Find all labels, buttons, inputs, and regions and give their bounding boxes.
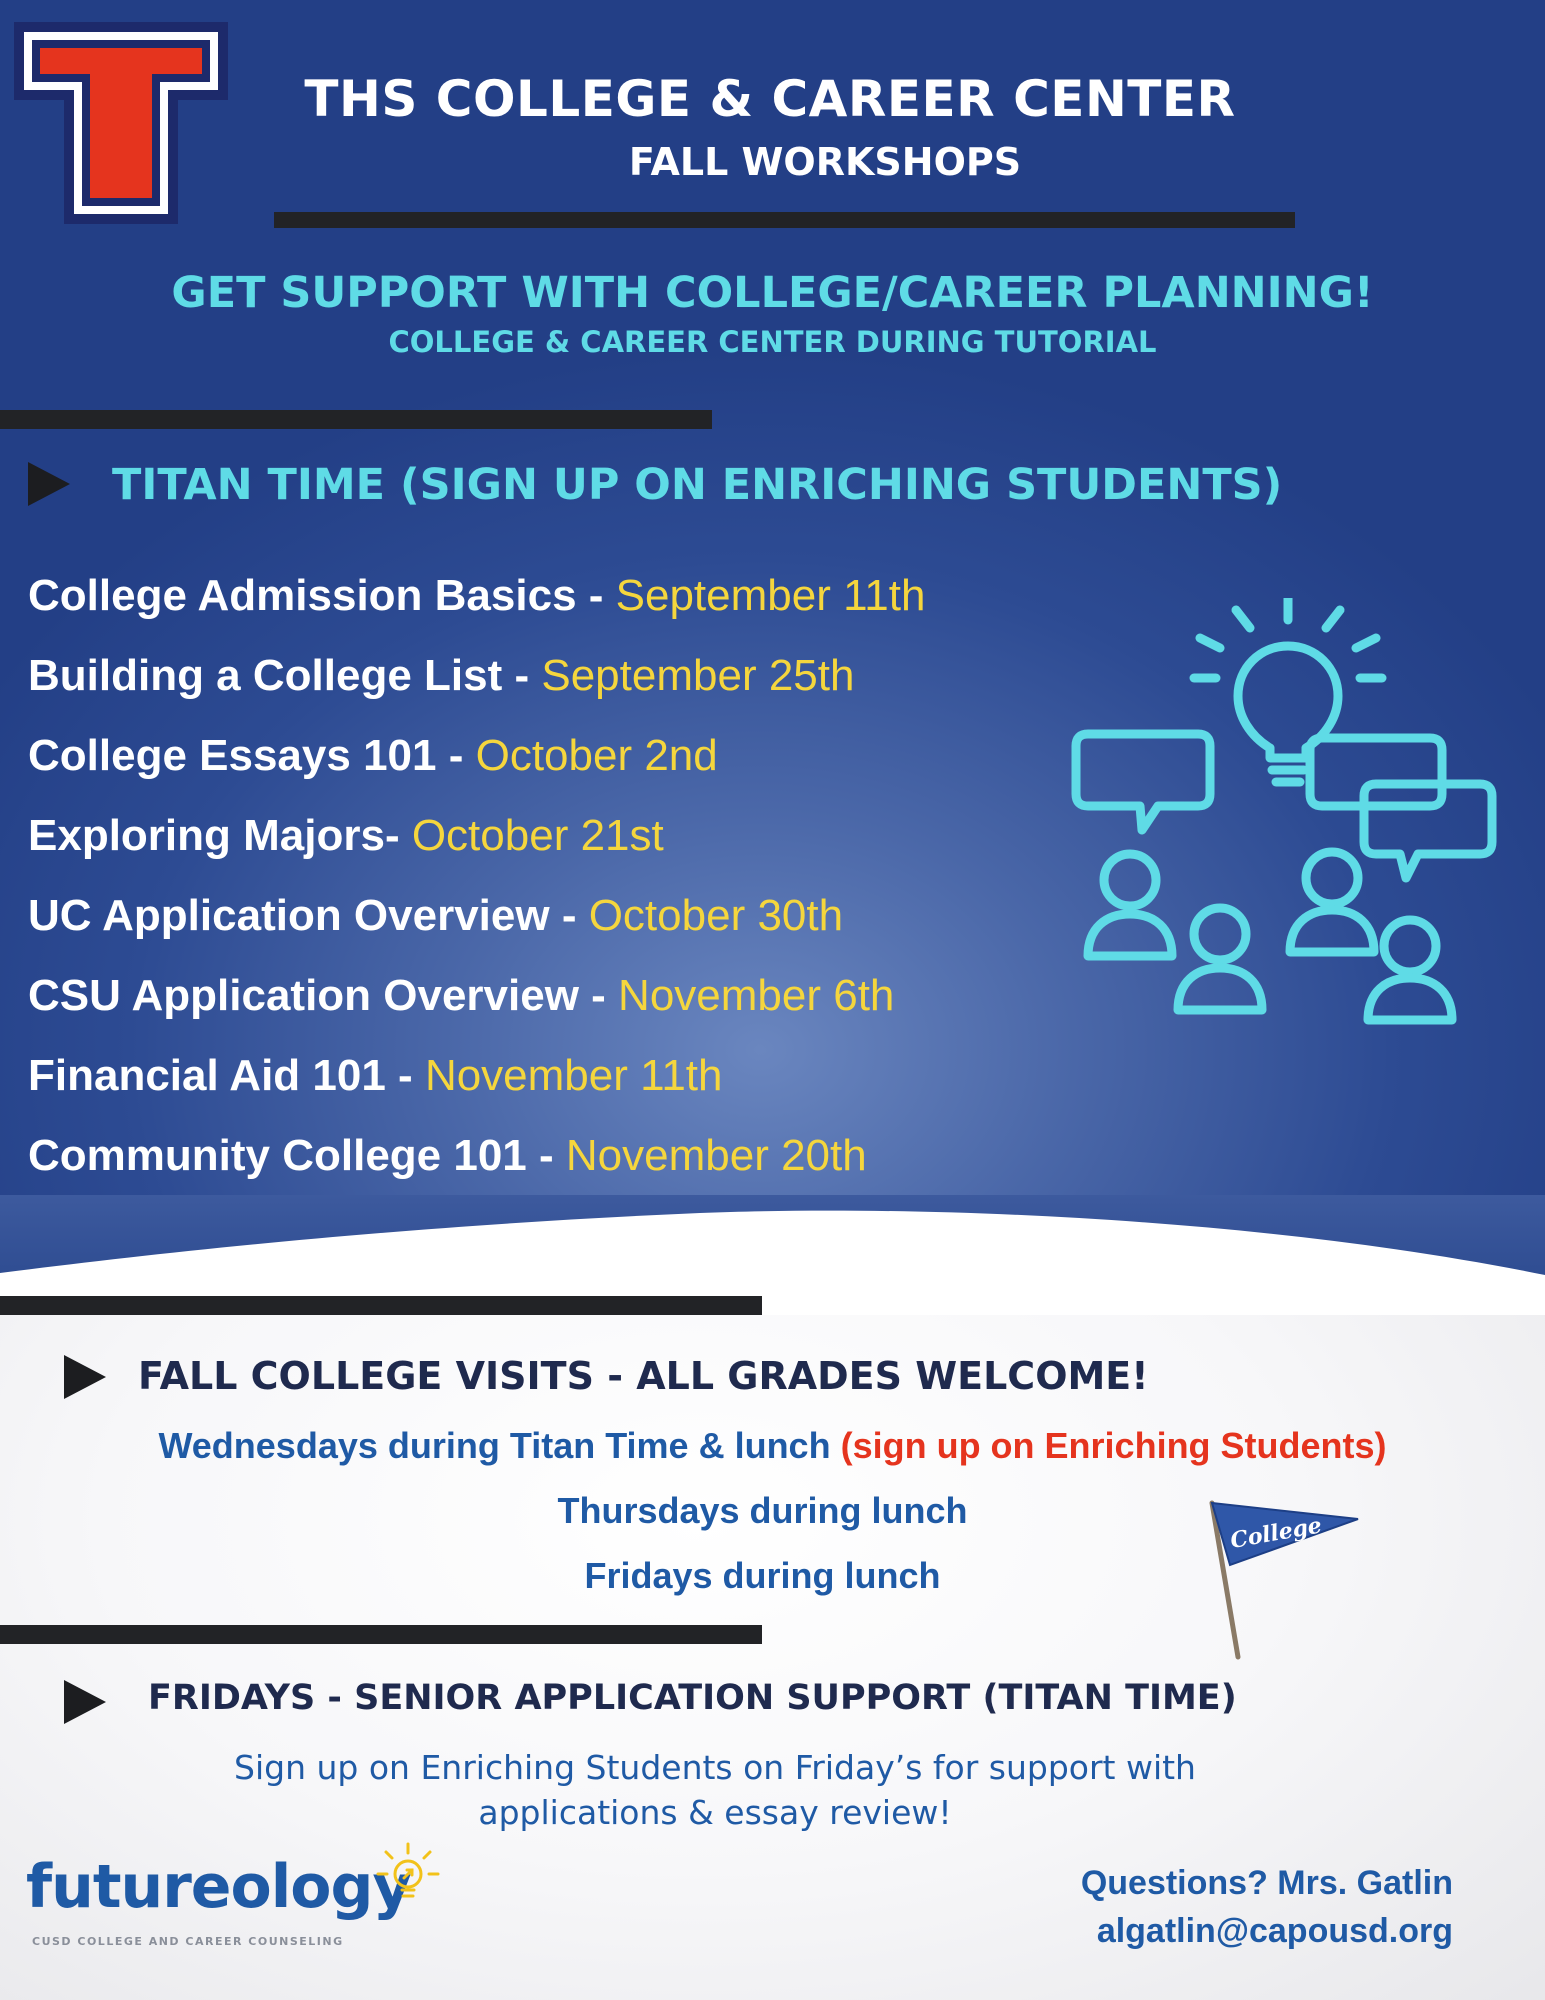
contact-question: Questions? Mrs. Gatlin [1080, 1864, 1453, 1902]
senior-support-text [150, 1745, 1280, 1835]
workshop-item [28, 965, 1028, 1045]
divider-bar [0, 1296, 762, 1315]
pennant-flag-icon [1200, 1495, 1370, 1665]
workshop-date: October 21st [411, 811, 664, 860]
person-icon [1088, 854, 1172, 956]
workshop-name: Building a College List - [28, 651, 542, 700]
workshop-date: October 2nd [475, 731, 718, 780]
workshop-name: UC Application Overview - [28, 891, 589, 940]
play-triangle-icon [64, 1680, 106, 1724]
support-heading: GET SUPPORT WITH COLLEGE/CAREER PLANNING! [171, 268, 1374, 318]
workshop-date: September 25th [541, 651, 855, 700]
contact-email-link[interactable]: algatlin@capousd.org [1096, 1912, 1453, 1950]
senior-support-heading: FRIDAYS - SENIOR APPLICATION SUPPORT (TITAN TIME) [148, 1678, 1237, 1718]
brand-tagline: CUSD COLLEGE AND CAREER COUNSELING [32, 1935, 344, 1948]
workshop-name: College Essays 101 - [28, 731, 476, 780]
workshop-item [28, 645, 1028, 725]
play-triangle-icon [64, 1355, 106, 1399]
person-icon [1178, 908, 1262, 1010]
visit-schedule-wednesday [0, 1425, 1545, 1467]
futureology-logo [26, 1840, 426, 1960]
visit-schedule-friday: Fridays during lunch [584, 1555, 941, 1596]
signup-note: (sign up on Enriching Students) [840, 1425, 1387, 1466]
page-subtitle: FALL WORKSHOPS [628, 140, 1022, 184]
play-triangle-icon [28, 462, 70, 506]
small-lightbulb-icon [374, 1840, 442, 1908]
workshop-item [28, 805, 1028, 885]
workshop-name: CSU Application Overview - [28, 971, 619, 1020]
divider-bar [0, 410, 712, 429]
ideas-illustration [1070, 598, 1500, 1028]
person-icon [1368, 920, 1452, 1020]
workshop-list [28, 565, 1028, 1205]
brand-name: futureology [26, 1852, 411, 1922]
speech-bubble-icon [1076, 734, 1210, 830]
titan-time-heading: TITAN TIME (SIGN UP ON ENRICHING STUDENTS) [112, 460, 1283, 510]
workshop-name: Exploring Majors- [28, 811, 412, 860]
workshop-date: October 30th [588, 891, 844, 940]
workshop-item [28, 725, 1028, 805]
person-icon [1290, 852, 1374, 952]
workshop-name: Financial Aid 101 - [28, 1051, 425, 1100]
workshop-date: September 11th [615, 571, 926, 620]
workshop-item [28, 1045, 1028, 1125]
visit-wednesday-text: Wednesdays during Titan Time & lunch [158, 1425, 841, 1466]
lightbulb-icon [1194, 598, 1382, 782]
workshop-item [28, 885, 1028, 965]
speech-bubble-icon [1310, 738, 1442, 806]
workshop-name: Community College 101 - [28, 1131, 566, 1180]
senior-text-line: Sign up on Enriching Students on Friday’s for support with [234, 1748, 1196, 1787]
pennant-text: College [1228, 1512, 1324, 1554]
support-subheading: COLLEGE & CAREER CENTER DURING TUTORIAL [388, 325, 1157, 359]
divider-bar [274, 212, 1295, 228]
workshop-date: November 6th [618, 971, 895, 1020]
workshop-date: November 11th [424, 1051, 723, 1100]
page-title: THS COLLEGE & CAREER CENTER [304, 70, 1236, 128]
workshop-name: College Admission Basics - [28, 571, 616, 620]
divider-bar [0, 1625, 762, 1644]
visit-schedule-thursday: Thursdays during lunch [557, 1490, 968, 1531]
senior-text-line: applications & essay review! [478, 1793, 952, 1832]
workshop-item [28, 1125, 1028, 1205]
speech-bubble-icon [1364, 784, 1492, 878]
workshop-item [28, 565, 1028, 645]
college-visits-heading: FALL COLLEGE VISITS - ALL GRADES WELCOME! [138, 1354, 1149, 1398]
workshop-date: November 20th [565, 1131, 867, 1180]
